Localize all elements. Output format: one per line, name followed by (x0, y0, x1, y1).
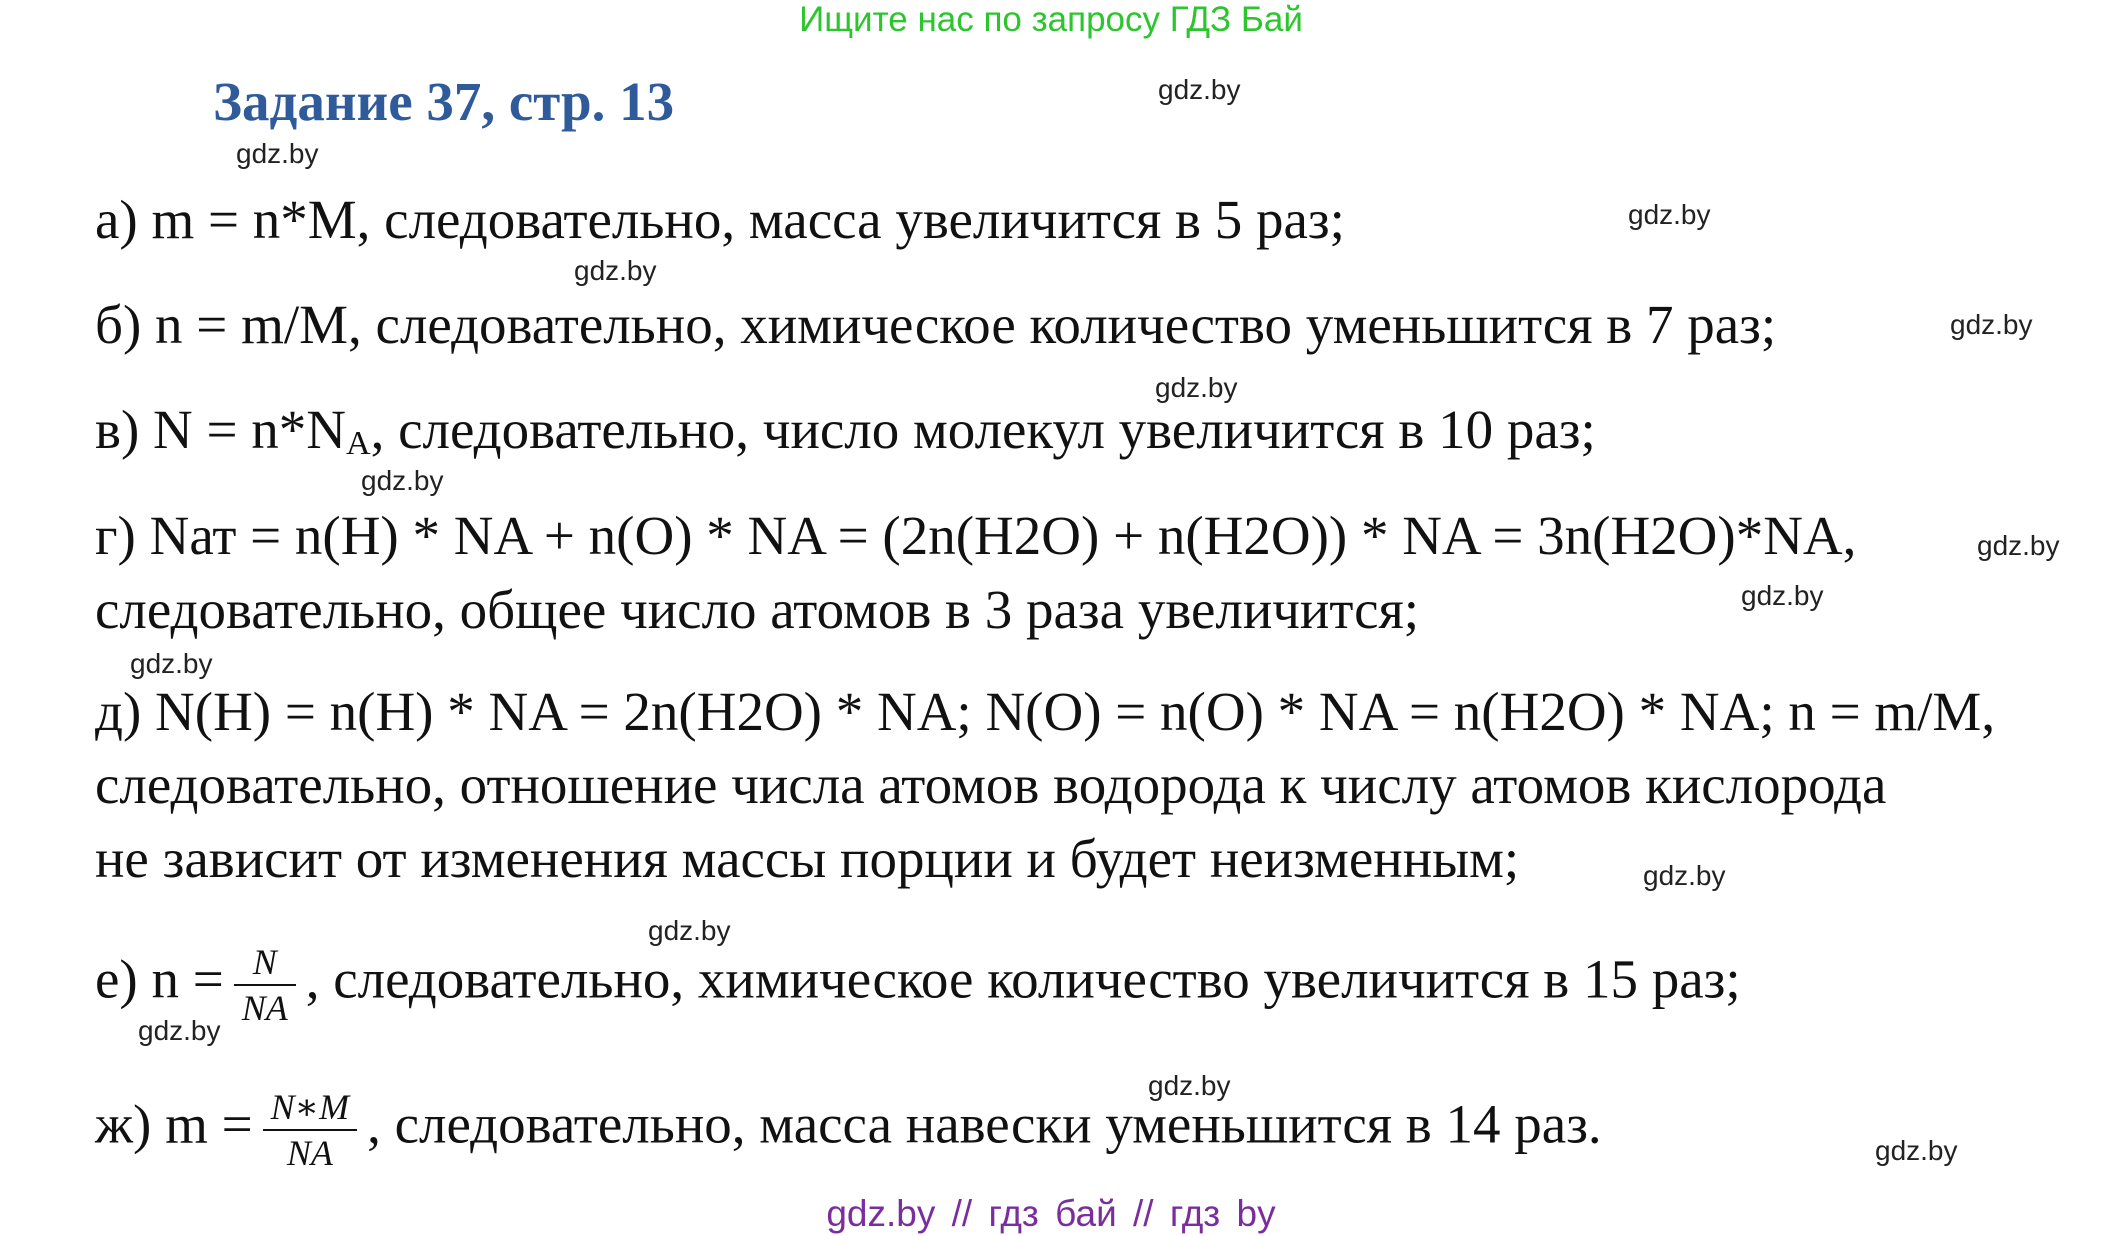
fraction-e-denominator: NA (241, 988, 288, 1028)
answer-zh-rest: , следовательно, масса навески уменьшится в 14 раз. (367, 1093, 1602, 1155)
answer-line-zh (95, 1085, 1602, 1175)
search-banner: Ищите нас по запросу ГДЗ Бай (799, 0, 1303, 39)
watermark: gdz.by (1643, 860, 1726, 891)
watermark: gdz.by (1741, 580, 1824, 611)
answer-line-d1: д) N(H) = n(H) * NA = 2n(H2O) * NA; N(O) = n(O) * NA = n(H2O) * NA; n = m/M, (95, 681, 1996, 742)
watermark: gdz.by (138, 1015, 221, 1046)
watermark: gdz.by (1950, 309, 2033, 340)
fraction-zh (263, 1085, 357, 1175)
answer-v-subscript: A (346, 425, 371, 463)
answer-line-d3: не зависит от изменения массы порции и будет неизменным; (95, 828, 1520, 889)
page-title: Задание 37, стр. 13 (213, 71, 675, 132)
answer-line-d2: следовательно, отношение числа атомов водорода к числу атомов кислорода (95, 754, 1887, 815)
answer-line-g1: г) Nат = n(H) * NA + n(O) * NA = (2n(H2O) + n(H2O)) * NA = 3n(H2O)*NA, (95, 505, 1857, 566)
watermark: gdz.by (1148, 1070, 1231, 1101)
watermark: gdz.by (574, 255, 657, 286)
answer-line-b: б) n = m/M, следовательно, химическое количество уменьшится в 7 раз; (95, 294, 1777, 355)
watermark: gdz.by (130, 648, 213, 679)
answer-line-g2: следовательно, общее число атомов в 3 раза увеличится; (95, 579, 1420, 640)
answer-v-rest: , следовательно, число молекул увеличится в 10 раз; (370, 399, 1596, 460)
watermark: gdz.by (1155, 372, 1238, 403)
answer-line-v (95, 398, 1596, 462)
answer-v-prefix: в) N = n*N (95, 399, 346, 460)
answer-zh-prefix: ж) m = (95, 1093, 253, 1155)
answer-e-prefix: е) n = (95, 948, 224, 1010)
answer-line-e (95, 940, 1741, 1030)
fraction-zh-denominator: NA (286, 1133, 333, 1173)
watermark: gdz.by (1977, 530, 2060, 561)
watermark: gdz.by (236, 138, 319, 169)
fraction-e-numerator: N (234, 940, 296, 986)
answer-line-a: а) m = n*M, следовательно, масса увеличится в 5 раз; (95, 189, 1345, 250)
watermark: gdz.by (361, 465, 444, 496)
watermark: gdz.by (1158, 74, 1241, 105)
answer-e-rest: , следовательно, химическое количество увеличится в 15 раз; (305, 948, 1741, 1010)
watermark: gdz.by (1628, 199, 1711, 230)
watermark: gdz.by (648, 915, 731, 946)
fraction-e (234, 940, 296, 1030)
watermark: gdz.by (1875, 1135, 1958, 1166)
footer-links: gdz.by // гдз бай // гдз by (826, 1193, 1276, 1234)
fraction-zh-numerator: N∗M (263, 1085, 357, 1131)
